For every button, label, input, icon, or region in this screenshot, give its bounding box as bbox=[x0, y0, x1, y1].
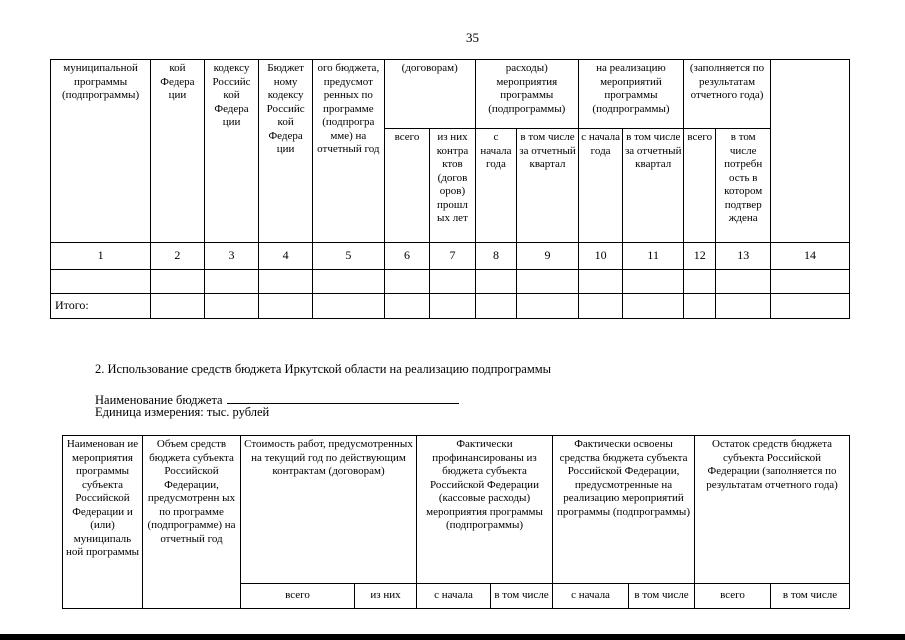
t1-header-col9: в том числе за отчетный квартал bbox=[517, 129, 579, 243]
t1-colnum: 14 bbox=[771, 243, 850, 270]
page-number: 35 bbox=[466, 30, 479, 45]
budget-name-label: Наименование бюджета bbox=[95, 393, 223, 407]
t1-colnum: 8 bbox=[475, 243, 516, 270]
t1-header-col13: в том числе потребн ость в котором подтвер ждена bbox=[716, 129, 771, 243]
t2-header-spent: Фактически освоены средства бюджета субъекта Российской Федерации, предусмотренные на реализацию мероприятий программы (подпрограммы) bbox=[553, 436, 695, 584]
t2-sub-from-start-2: с начала bbox=[553, 583, 629, 608]
t1-colnum: 13 bbox=[716, 243, 771, 270]
t1-empty-cell[interactable] bbox=[475, 270, 516, 294]
t1-header-col5: ого бюджета, предусмот ренных по программе (подпрогра мме) на отчетный год bbox=[312, 60, 384, 243]
t2-header-budget-volume: Объем средств бюджета субъекта Российской Федерации, предусмотренн ых по программе (подпрограмме) на отчетный год bbox=[143, 436, 241, 609]
t2-sub-including-2: в том числе bbox=[629, 583, 695, 608]
t1-total-label: Итого: bbox=[51, 294, 151, 319]
t1-total-cell[interactable] bbox=[517, 294, 579, 319]
t1-header-col11: в том числе за отчетный квартал bbox=[623, 129, 684, 243]
t1-total-cell[interactable] bbox=[771, 294, 850, 319]
t1-empty-cell[interactable] bbox=[151, 270, 205, 294]
t1-empty-cell[interactable] bbox=[312, 270, 384, 294]
t1-header-col4: Бюджет ному кодексу Российс кой Федера ции bbox=[259, 60, 313, 243]
t2-sub-total-2: всего bbox=[695, 583, 771, 608]
t1-empty-cell[interactable] bbox=[578, 270, 623, 294]
t1-total-cell[interactable] bbox=[204, 294, 259, 319]
t1-colnum: 4 bbox=[259, 243, 313, 270]
t1-colnum: 2 bbox=[151, 243, 205, 270]
t2-sub-of-them: из них bbox=[355, 583, 417, 608]
t1-total-cell[interactable] bbox=[716, 294, 771, 319]
t1-colnum: 11 bbox=[623, 243, 684, 270]
t1-header-group-6-7: (договорам) bbox=[384, 60, 475, 129]
t1-colnum: 9 bbox=[517, 243, 579, 270]
t1-colnum: 7 bbox=[430, 243, 476, 270]
t1-empty-cell[interactable] bbox=[204, 270, 259, 294]
t1-header-col1: муниципальной программы (подпрограммы) bbox=[51, 60, 151, 243]
scan-bottom-edge bbox=[0, 634, 905, 640]
table1-number-row bbox=[51, 243, 850, 270]
unit-of-measure: Единица измерения: тыс. рублей bbox=[95, 405, 270, 419]
report-table-1 bbox=[50, 59, 850, 319]
table1-header-row-1 bbox=[51, 60, 850, 129]
t1-total-cell[interactable] bbox=[384, 294, 430, 319]
t1-total-cell[interactable] bbox=[259, 294, 313, 319]
t2-header-contract-cost: Стоимость работ, предусмотренных на текущий год по действующим контрактам (договорам) bbox=[241, 436, 417, 584]
table1-empty-row bbox=[51, 270, 850, 294]
t1-header-group-8-9: расходы) мероприятия программы (подпрограммы) bbox=[475, 60, 578, 129]
t2-sub-from-start: с начала bbox=[417, 583, 491, 608]
t1-header-col12: всего bbox=[684, 129, 716, 243]
t1-header-group-10-11: на реализацию мероприятий программы (подпрограммы) bbox=[578, 60, 683, 129]
t1-colnum: 12 bbox=[684, 243, 716, 270]
t1-header-col10: с начала года bbox=[578, 129, 623, 243]
t1-header-col14 bbox=[771, 60, 850, 243]
t2-sub-including-3: в том числе bbox=[771, 583, 850, 608]
table1-total-row bbox=[51, 294, 850, 319]
t1-empty-cell[interactable] bbox=[771, 270, 850, 294]
t1-header-group-12-13: (заполняется по результатам отчетного года) bbox=[684, 60, 771, 129]
t1-empty-cell[interactable] bbox=[259, 270, 313, 294]
t1-colnum: 5 bbox=[312, 243, 384, 270]
t1-empty-cell[interactable] bbox=[716, 270, 771, 294]
t1-empty-cell[interactable] bbox=[384, 270, 430, 294]
t1-header-col6: всего bbox=[384, 129, 430, 243]
report-table-2 bbox=[62, 435, 850, 609]
t1-total-cell[interactable] bbox=[578, 294, 623, 319]
t1-empty-cell[interactable] bbox=[51, 270, 151, 294]
t1-colnum: 1 bbox=[51, 243, 151, 270]
t1-total-cell[interactable] bbox=[684, 294, 716, 319]
t1-total-cell[interactable] bbox=[151, 294, 205, 319]
t1-header-col3: кодексу Российс кой Федера ции bbox=[204, 60, 259, 243]
budget-name-blank[interactable] bbox=[227, 391, 459, 404]
t2-sub-total: всего bbox=[241, 583, 355, 608]
t1-empty-cell[interactable] bbox=[623, 270, 684, 294]
t1-header-col8: с начала года bbox=[475, 129, 516, 243]
t2-header-activity-name: Наименован ие мероприятия программы субъекта Российской Федерации и (или) муниципаль ной программы bbox=[63, 436, 143, 609]
t1-total-cell[interactable] bbox=[623, 294, 684, 319]
t1-empty-cell[interactable] bbox=[517, 270, 579, 294]
t1-empty-cell[interactable] bbox=[430, 270, 476, 294]
t1-colnum: 6 bbox=[384, 243, 430, 270]
t1-empty-cell[interactable] bbox=[684, 270, 716, 294]
t1-header-col2: кой Федера ции bbox=[151, 60, 205, 243]
t1-header-col7: из них контра ктов (догов оров) прошл ых лет bbox=[430, 129, 476, 243]
t1-total-cell[interactable] bbox=[475, 294, 516, 319]
t1-total-cell[interactable] bbox=[312, 294, 384, 319]
t2-header-remaining: Остаток средств бюджета субъекта Российской Федерации (заполняется по результатам отчетного года) bbox=[695, 436, 850, 584]
t2-sub-including: в том числе bbox=[491, 583, 553, 608]
t1-colnum: 3 bbox=[204, 243, 259, 270]
table2-header-row-1 bbox=[63, 436, 850, 584]
t1-total-cell[interactable] bbox=[430, 294, 476, 319]
t2-header-financed: Фактически профинансированы из бюджета субъекта Российской Федерации (кассовые расходы) мероприятия программы (подпрограммы) bbox=[417, 436, 553, 584]
section-2-title: 2. Использование средств бюджета Иркутской области на реализацию подпрограммы bbox=[95, 362, 552, 376]
t1-colnum: 10 bbox=[578, 243, 623, 270]
